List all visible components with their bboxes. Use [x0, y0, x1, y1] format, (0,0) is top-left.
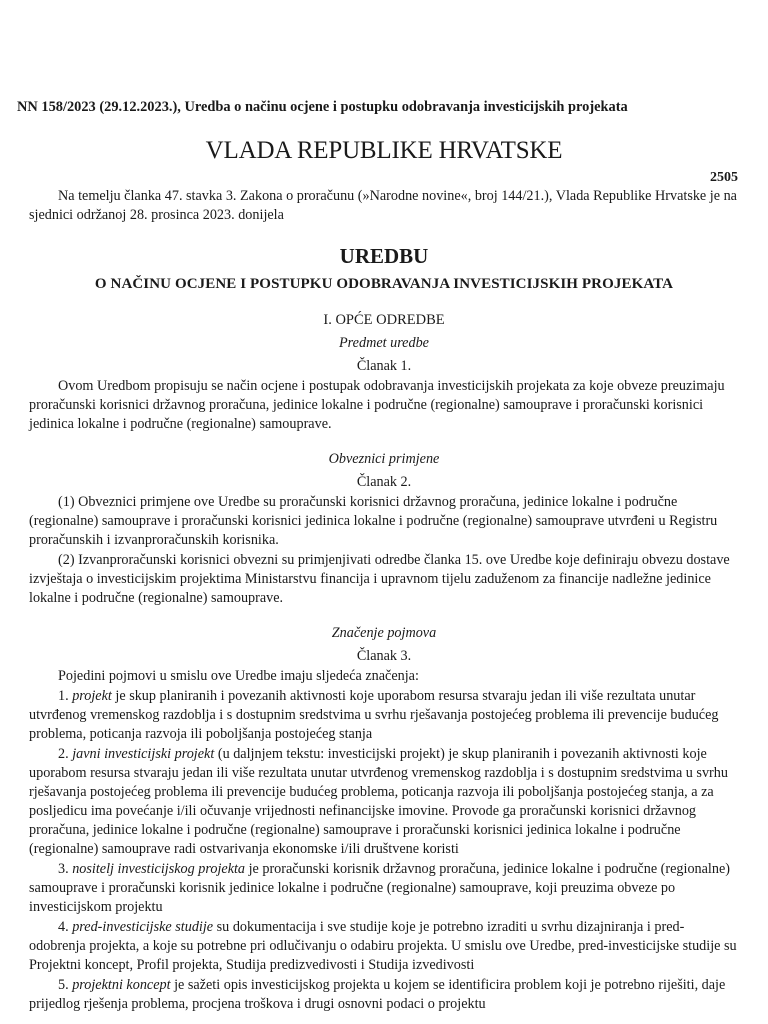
item-number: 5. — [58, 977, 73, 993]
item-number: 3. — [58, 861, 73, 877]
item-number: 2. — [58, 746, 73, 762]
definition-item — [29, 687, 739, 744]
document-number: 2505 — [710, 170, 738, 185]
defined-term: projekt — [72, 688, 112, 704]
article-intro: Pojedini pojmovi u smislu ove Uredbe imaju sljedeća značenja: — [58, 668, 419, 684]
article-subject: Značenje pojmova — [331, 625, 437, 641]
gazette-header: NN 158/2023 (29.12.2023.), Uredba o načinu ocjene i postupku odobravanja investicijskih projekata — [17, 99, 628, 115]
item-number: 1. — [58, 688, 73, 704]
defined-term: javni investicijski projekt — [72, 746, 215, 762]
definition-text: je proračunski korisnik državnog proračuna, jedinice lokalne i područne (regionalne) samouprave i proračunski korisnik jedinice lokalne i područne (regionalne) samouprave, koji preuzima obveze po investicijskom projektu — [29, 861, 730, 915]
section-title: I. OPĆE ODREDBE — [323, 312, 445, 328]
article-label: Članak 2. — [356, 474, 412, 490]
definition-item — [29, 976, 739, 1014]
article-subject: Obveznici primjene — [328, 451, 440, 467]
article-label: Članak 1. — [356, 358, 412, 374]
article-paragraph: Ovom Uredbom propisuju se način ocjene i postupak odobravanja investicijskih projekata za koje obveze preuzimaju proračunski korisnici državnog proračuna, jedinice lokalne i područne (regionalne) samouprave i proračunski korisnici jedinica lokalne i područne (regionalne) samouprave. — [29, 378, 725, 432]
definition-item — [29, 860, 739, 917]
article-label: Članak 3. — [356, 648, 412, 664]
defined-term: projektni koncept — [72, 977, 171, 993]
definition-text: je sažeti opis investicijskog projekta u kojem se identificira problem koji je potrebno riješiti, daje prijedlog rješenja problema, procjena troškova i drugi osnovni podaci o projektu — [29, 977, 726, 1012]
regulation-title: UREDBU — [339, 244, 429, 268]
defined-term: nositelj investicijskog projekta — [72, 861, 246, 877]
defined-term: pred-investicijske studije — [72, 919, 214, 935]
article-subject: Predmet uredbe — [339, 335, 429, 351]
item-number: 4. — [58, 919, 73, 935]
article-paragraph: (2) Izvanproračunski korisnici obvezni su primjenjivati odredbe članka 15. ove Uredbe koje definiraju obvezu dostave izvještaja o investicijskim projektima Ministarstvu financija i upravnom tijelu zaduženom za financije nadležne jedinice lokalne i područne (regionalne) samouprave. — [29, 552, 730, 606]
document-body — [29, 187, 739, 1014]
regulation-subtitle: O NAČINU OCJENE I POSTUPKU ODOBRAVANJA INVESTICIJSKIH PROJEKATA — [94, 276, 674, 292]
definition-text: je skup planiranih i povezanih aktivnosti koje uporabom resursa stvaraju jedan ili više rezultata unutar utvrđenog vremenskog razdoblja i s dostupnim sredstvima u svrhu rješavanja postojećeg problema ili prevencije budućeg problema, poticanja razvoja ili poboljšanja postojećeg stanja — [29, 688, 719, 742]
definition-text: (u daljnjem tekstu: investicijski projekt) je skup planiranih i povezanih aktivnosti koje uporabom resursa stvaraju jedan ili više rezultata unutar utvrđenog vremenskog razdoblja i s dostupnim sredstvima u svrhu rješavanja postojećeg problema ili prevencije budućeg problema, poticanja razvoja ili poboljšanja postojećeg stanja, a za posljedicu ima povećanje i/ili očuvanje vrijednosti nefinancijske imovine. Provode ga proračunski korisnici državnog proračuna, jedinice lokalne i područne (regionalne) samouprave i proračunski korisnici jedinica lokalne i područne (regionalne) samouprave radi ostvarivanja ekonomske i/ili društvene koristi — [29, 746, 728, 857]
government-title: VLADA REPUBLIKE HRVATSKE — [205, 137, 563, 164]
definition-item — [29, 918, 739, 975]
preamble: Na temelju članka 47. stavka 3. Zakona o proračunu (»Narodne novine«, broj 144/21.), Vlada Republike Hrvatske je na sjednici održanoj 28. prosinca 2023. donijela — [29, 188, 737, 223]
definition-text: su dokumentacija i sve studije koje je potrebno izraditi u svrhu dizajniranja i pred-odobrenja projekta, a koje su potrebne pri odlučivanju o odabiru projekta. U smislu ove Uredbe, pred-investicijske studije su Projektni koncept, Profil projekta, Studija predizvedivosti i Studija izvedivosti — [29, 919, 737, 973]
definition-item — [29, 745, 739, 859]
article-paragraph: (1) Obveznici primjene ove Uredbe su proračunski korisnici državnog proračuna, jedinice lokalne i područne (regionalne) samouprave i proračunski korisnici jedinica lokalne i područne (regionalne) samouprave utvrđeni u Registru proračunskih i izvanproračunskih korisnika. — [29, 494, 718, 548]
